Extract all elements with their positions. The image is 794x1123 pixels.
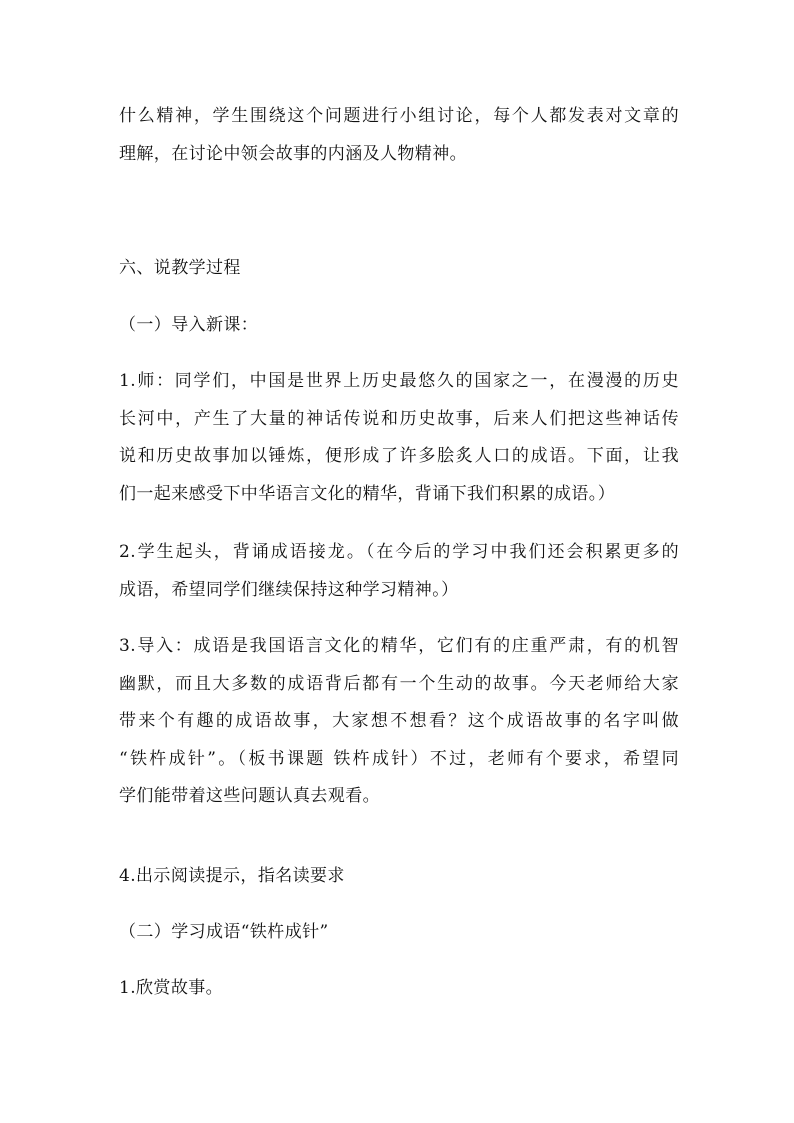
text-line: 长河中，产生了大量的神话传说和历史故事，后来人们把这些神话传	[119, 408, 679, 429]
text-line: 六、说教学过程	[119, 258, 241, 278]
text-line: 什么精神，学生围绕这个问题进行小组讨论，每个人都发表对文章的	[119, 106, 679, 126]
paragraph-intro-continuation	[119, 98, 679, 173]
paragraph-item-1	[119, 363, 679, 513]
text-line: （一）导入新课：	[119, 315, 259, 335]
text-line: 成语，希望同学们继续保持这种学习精神。）	[119, 579, 459, 600]
text-line: 1.欣赏故事。	[119, 978, 224, 998]
paragraph-item-3	[119, 628, 679, 816]
text-line: 幽默，而且大多数的成语背后都有一个生动的故事。今天老师给大家	[119, 673, 679, 694]
text-line: 们一起来感受下中华语言文化的精华，背诵下我们积累的成语。）	[119, 483, 616, 504]
subsection-heading-1	[119, 307, 679, 345]
text-line: 1.师：同学们，中国是世界上历史最悠久的国家之一，在漫漫的历史	[119, 371, 679, 391]
text-line: 2.学生起头，背诵成语接龙。（在今后的学习中我们还会积累更多的	[119, 542, 679, 562]
text-line: 学们能带着这些问题认真去观看。	[119, 786, 380, 806]
paragraph-item-4	[119, 858, 679, 896]
text-line: 说和历史故事加以锤炼，便形成了许多脍炙人口的成语。下面，让我	[119, 446, 679, 466]
text-line: 理解，在讨论中领会故事的内涵及人物精神。	[119, 143, 467, 164]
text-line: 3.导入：成语是我国语言文化的精华，它们有的庄重严肃，有的机智	[119, 636, 679, 656]
paragraph-item-2	[119, 534, 679, 609]
paragraph-item-5	[119, 970, 679, 1008]
subsection-heading-2	[119, 914, 679, 952]
text-line: “铁杵成针”。（板书课题 铁杵成针）不过，老师有个要求，希望同	[119, 748, 679, 769]
section-heading	[119, 250, 679, 288]
text-line: 带来个有趣的成语故事，大家想不想看？这个成语故事的名字叫做	[119, 711, 679, 731]
text-line: 4.出示阅读提示，指名读要求	[119, 866, 345, 886]
text-line: （二）学习成语“铁杵成针”	[119, 922, 329, 942]
